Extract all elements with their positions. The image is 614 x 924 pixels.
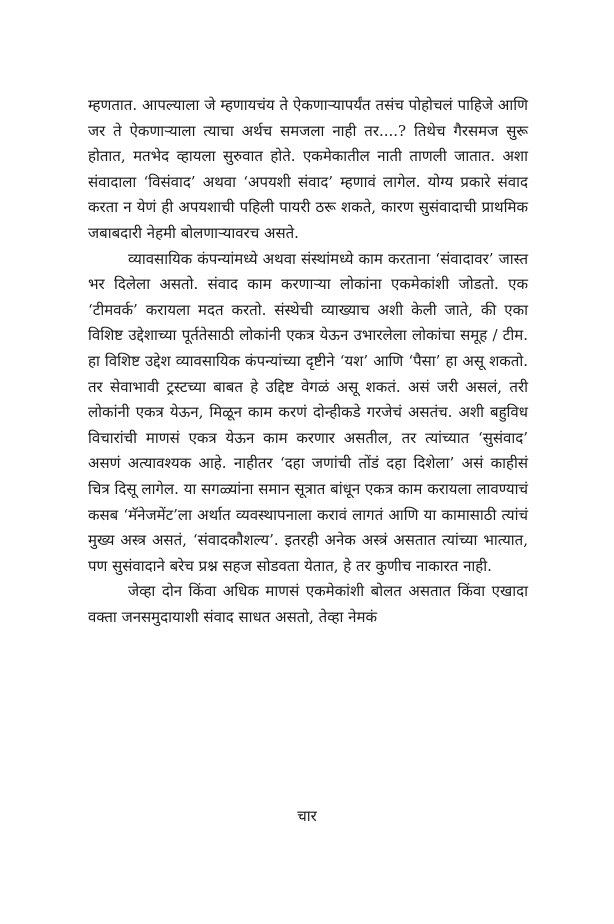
page-number: चार	[297, 807, 317, 825]
paragraph-continuation: म्हणतात. आपल्याला जे म्हणायचंय ते ऐकणाऱ्यापर्यंत तसंच पोहोचलं पाहिजे आणि जर ते ऐकणाऱ्याला त्याचा अर्थच समजला नाही तर....? तिथेच गैरसमज सुरू होतात, मतभेद व्हायला सुरुवात होते. एकमेकातील नाती ताणली जातात. अशा संवादाला ‘विसंवाद’ अथवा ‘अपयशी संवाद’ म्हणावं लागेल. योग्य प्रकारे संवाद करता न येणं ही अपयशाची पहिली पायरी ठरू शकते, कारण सुसंवादाची प्राथमिक जबाबदारी नेहमी बोलणाऱ्यावरच असते.	[88, 96, 528, 242]
body-text	[88, 93, 528, 630]
paragraph-organizations: व्यावसायिक कंपन्यांमध्ये अथवा संस्थांमध्ये काम करताना ‘संवादावर’ जास्त भर दिलेला असतो. संवाद काम करणाऱ्या लोकांना एकमेकांशी जोडतो. एक ‘टीमवर्क’ करायला मदत करतो. संस्थेची व्याख्याच अशी केली जाते, की एका विशिष्ट उद्देशाच्या पूर्ततेसाठी लोकांनी एकत्र येऊन उभारलेला लोकांचा समूह / टीम. हा विशिष्ट उद्देश व्यावसायिक कंपन्यांच्या दृष्टीने ‘यश’ आणि ‘पैसा’ हा असू शकतो. तर सेवाभावी ट्रस्टच्या बाबत हे उद्दिष्ट वेगळं असू शकतं. असं जरी असलं, तरी लोकांनी एकत्र येऊन, मिळून काम करणं दोन्हीकडे गरजेचं असतंच. अशी बहुविध विचारांची माणसं एकत्र येऊन काम करणार असतील, तर त्यांच्यात ‘सुसंवाद’ असणं अत्यावश्यक आहे. नाहीतर ‘दहा जणांची तोंडं दहा दिशेला’ असं काहीसं चित्र दिसू लागेल. या सगळ्यांना समान सूत्रात बांधून एकत्र काम करायला लावण्याचं कसब ‘मॅनेजमेंट’ला अर्थात व्यवस्थापनाला करावं लागतं आणि या कामासाठी त्यांचं मुख्य अस्त्र असतं, ‘संवादकौशल्य’. इतरही अनेक अस्त्रं असतात त्यांच्या भात्यात, पण सुसंवादाने बरेच प्रश्न सहज सोडवता येतात, हे तर कुणीच नाकारत नाही.	[88, 249, 528, 575]
paragraph-communication-start: जेव्हा दोन किंवा अधिक माणसं एकमेकांशी बोलत असतात किंवा एखादा वक्ता जनसमुदायाशी संवाद साधत असतो, तेव्हा नेमकं	[88, 582, 528, 626]
